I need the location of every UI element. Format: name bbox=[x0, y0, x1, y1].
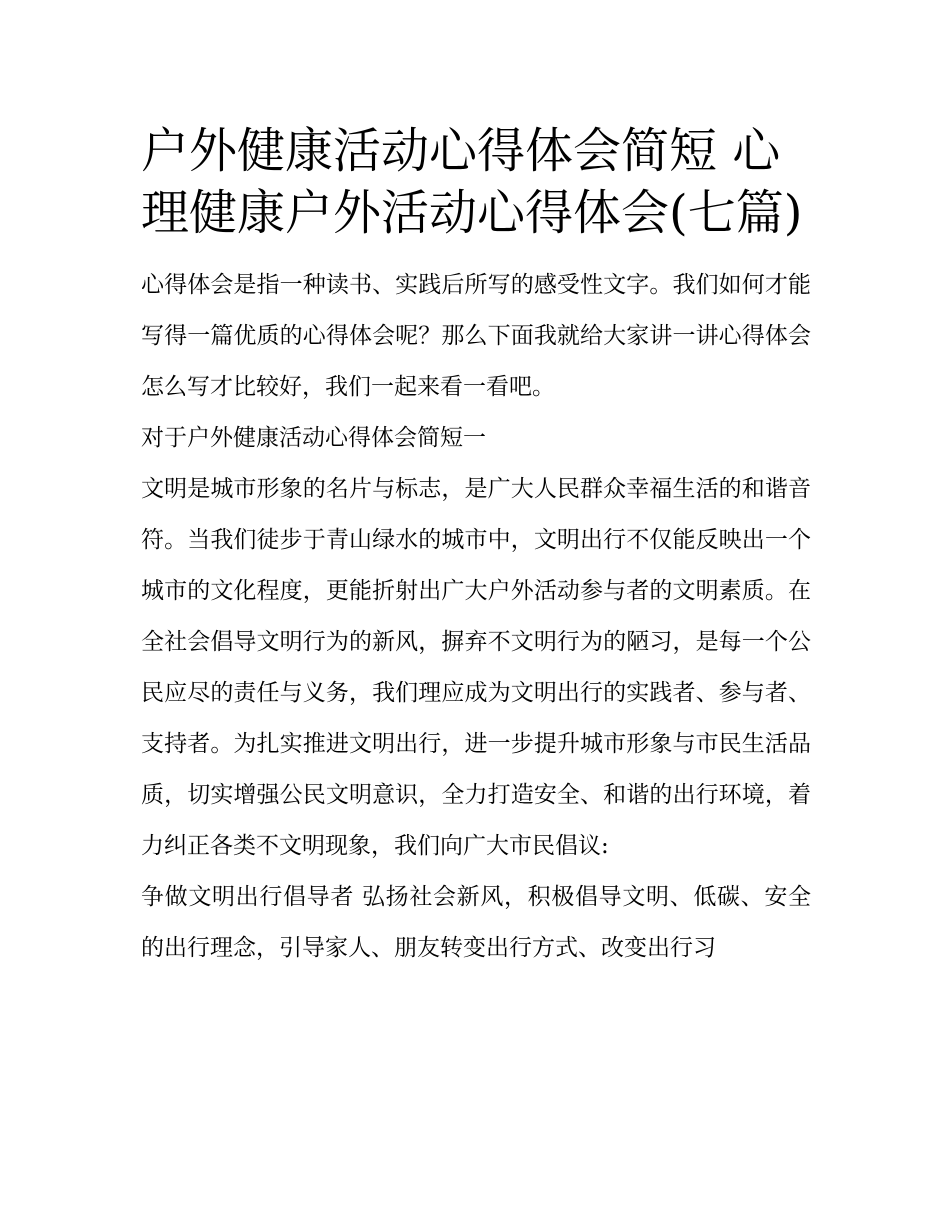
document-content bbox=[141, 120, 811, 974]
intro-paragraph: 心得体会是指一种读书、实践后所写的感受性文字。我们如何才能写得一篇优质的心得体会呢？那么下面我就给大家讲一讲心得体会怎么写才比较好，我们一起来看一看吧。 bbox=[141, 272, 811, 400]
body-paragraph: 争做文明出行倡导者 弘扬社会新风，积极倡导文明、低碳、安全的出行理念，引导家人、朋友转变出行方式、改变出行习 bbox=[141, 884, 811, 961]
document-title: 户外健康活动心得体会简短 心理健康户外活动心得体会(七篇) bbox=[141, 123, 803, 241]
document-body bbox=[141, 260, 811, 974]
section-heading: 对于户外健康活动心得体会简短一 bbox=[141, 425, 486, 451]
body-paragraph: 文明是城市形象的名片与标志，是广大人民群众幸福生活的和谐音符。当我们徒步于青山绿水的城市中，文明出行不仅能反映出一个城市的文化程度，更能折射出广大户外活动参与者的文明素质。在全社会倡导文明行为的新风，摒弃不文明行为的陋习，是每一个公民应尽的责任与义务，我们理应成为文明出行的实践者、参与者、支持者。为扎实推进文明出行，进一步提升城市形象与市民生活品质，切实增强公民文明意识，全力打造安全、和谐的出行环境，着力纠正各类不文明现象，我们向广大市民倡议: bbox=[141, 476, 811, 859]
